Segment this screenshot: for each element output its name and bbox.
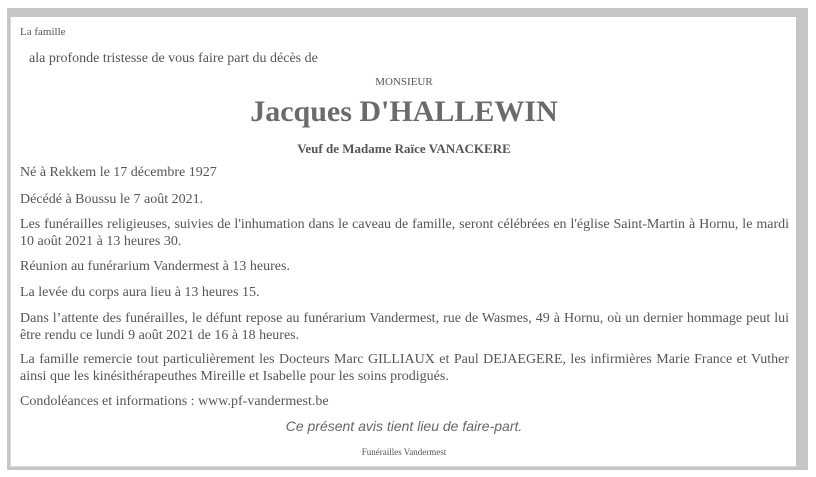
departure-paragraph: La levée du corps aura lieu à 13 heures 15. — [20, 285, 260, 300]
thanks-paragraph: La famille remercie tout particulièrement les Docteurs Marc GILLIAUX et Paul DEJAEGERE, les infirmières Marie France et Vuther ainsi que les kinésithérapeuthes Mireille et Isabelle pour les soins prodigués. — [20, 352, 789, 384]
repose-paragraph: Dans l’attente des funérailles, le défunt repose au funérarium Vandermest, rue de Wasmes, 49 à Hornu, où un dernier hommage peut lui être rendu ce lundi 9 août 2021 de 16 à 18 heures. — [20, 311, 789, 343]
deceased-name: Jacques D'HALLEWIN — [250, 95, 558, 128]
condolences-paragraph: Condoléances et informations : www.pf-vandermest.be — [20, 394, 329, 409]
death-notice-card — [10, 17, 796, 467]
intro-text: ala profonde tristesse de vous faire part du décès de — [29, 51, 318, 66]
funeral-paragraph: Les funérailles religieuses, suivies de l'inhumation dans le caveau de famille, seront célébrées en l'église Saint-Martin à Hornu, le mardi 10 août 2021 à 13 heures 30. — [20, 217, 789, 249]
funeral-home-signature: Funérailles Vandermest — [361, 447, 447, 457]
spouse-line: Veuf de Madame Raïce VANACKERE — [297, 141, 511, 156]
family-line: La famille — [20, 26, 66, 38]
birth-paragraph: Né à Rekkem le 17 décembre 1927 — [20, 165, 217, 180]
honorific: MONSIEUR — [375, 76, 433, 88]
death-paragraph: Décédé à Boussu le 7 août 2021. — [20, 192, 204, 207]
closing-note: Ce présent avis tient lieu de faire-part. — [285, 418, 523, 434]
meeting-paragraph: Réunion au funérarium Vandermest à 13 heures. — [20, 259, 290, 274]
